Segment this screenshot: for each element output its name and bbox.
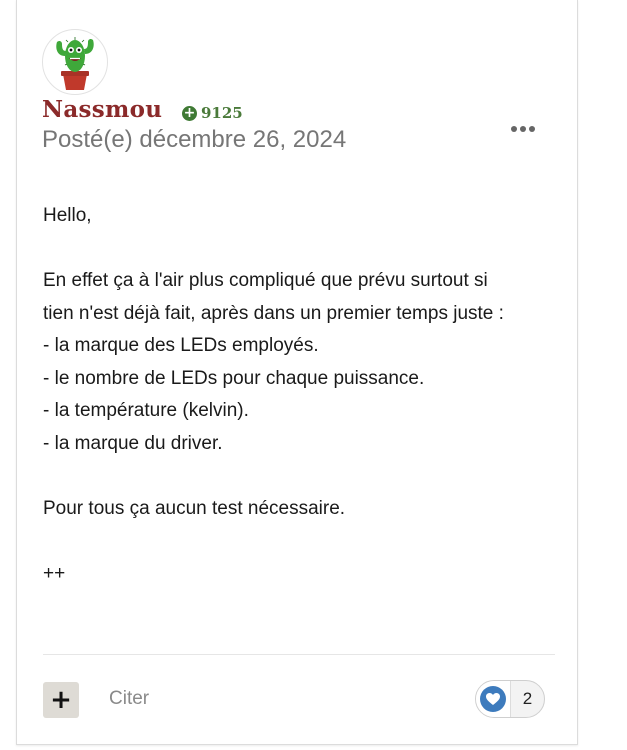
spacer: [43, 233, 563, 266]
more-options-icon: [520, 126, 526, 132]
post-closing: Pour tous ça aucun test nécessaire.: [43, 497, 346, 519]
post-date[interactable]: Posté(e) décembre 26, 2024: [42, 126, 347, 153]
more-options-button[interactable]: [509, 124, 537, 134]
footer-divider: [43, 654, 555, 655]
post-card: [16, 0, 578, 745]
post-list-item: - le nombre de LEDs pour chaque puissance.: [43, 367, 425, 389]
plus-circle-icon: +: [183, 104, 196, 121]
post-greeting: Hello,: [43, 205, 92, 226]
reputation-badge: [182, 104, 243, 122]
post-list-item: - la température (kelvin).: [43, 400, 249, 421]
more-options-icon: [511, 126, 517, 132]
spacer: [43, 460, 563, 493]
reaction-icon-wrap: [476, 681, 511, 717]
post-list-item: - la marque du driver.: [43, 432, 223, 454]
author-name[interactable]: Nassmou: [42, 96, 163, 123]
more-options-icon: [529, 126, 535, 132]
cactus-avatar-icon: [43, 30, 107, 94]
spacer: [43, 525, 563, 558]
quote-button[interactable]: Citer: [109, 688, 150, 709]
multiquote-button[interactable]: [43, 682, 79, 718]
post-paragraph-line: En effet ça à l'air plus compliqué que prévu surtout si: [43, 270, 488, 291]
reaction-count: 2: [522, 689, 533, 708]
plus-icon: +: [50, 685, 72, 715]
reputation-count: 9125: [201, 104, 243, 122]
heart-icon: [480, 686, 506, 712]
post-paragraph-line: tien n'est déjà fait, après dans un premier temps juste :: [43, 302, 504, 324]
post-list-item: - la marque des LEDs employés.: [43, 335, 319, 356]
avatar[interactable]: [42, 29, 108, 95]
reaction-button[interactable]: [475, 680, 545, 718]
post-content: [43, 200, 563, 590]
post-signoff: ++: [43, 562, 66, 584]
